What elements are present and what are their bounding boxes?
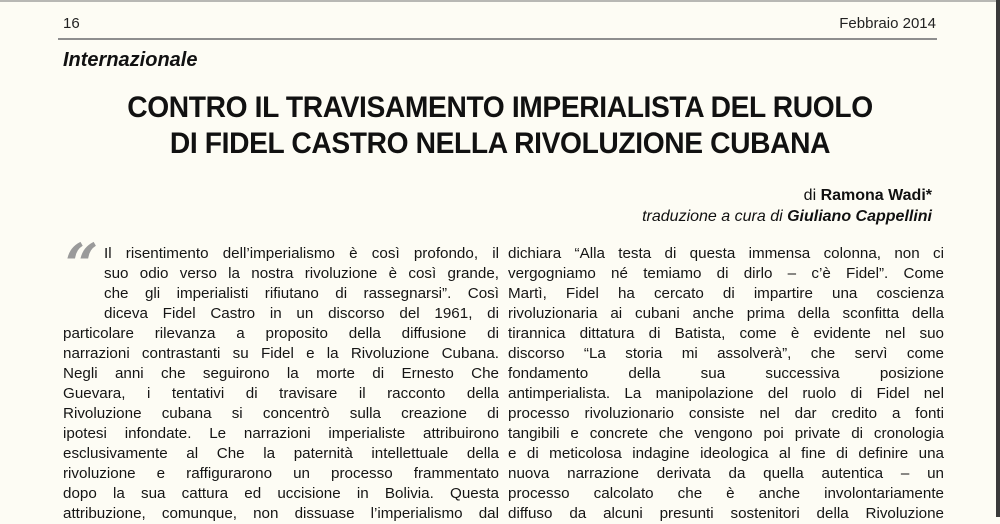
text-line: che gli imperialisti rifiutano di rassegnarsi”. Così <box>104 285 499 302</box>
text-line: diffuso da alcuni presunti sostenitori della Rivoluzione <box>508 505 944 522</box>
viewer-top-edge <box>0 0 1000 2</box>
text-line: nuova narrazione derivata da quella autentica – un <box>508 465 944 482</box>
section-label: Internazionale <box>63 49 198 71</box>
open-quote-icon: “ <box>65 231 99 299</box>
text-line: esclusivamente al Che la paternità intellettuale della <box>63 445 499 462</box>
headline-line-2: DI FIDEL CASTRO NELLA RIVOLUZIONE CUBANA <box>169 127 831 160</box>
text-line: attribuzione, comunque, non dissuase l’imperialismo dal <box>63 505 499 522</box>
byline-prefix: di <box>803 187 821 204</box>
text-line: Guevara, i tentativi di travisare il racconto della <box>63 385 499 402</box>
text-line: tangibili e concrete che vengono poi private di cronologia <box>508 425 944 442</box>
text-line: suo odio verso la nostra rivoluzione è così grande, <box>104 265 499 282</box>
translation-credit <box>642 206 932 228</box>
text-line: vergogniamo né temiamo di dirlo – c’è Fidel”. Come <box>508 265 944 282</box>
text-line: tirannica dittatura di Batista, come è evidente nel suo <box>508 325 944 342</box>
article-headline <box>68 90 933 162</box>
text-line: e di meticolosa indagine ideologica al fine di definire una <box>508 445 944 462</box>
text-line: rivoluzione e raffigurarono un processo frammentato <box>63 465 499 482</box>
text-line: Negli anni che seguirono la morte di Ernesto Che <box>63 365 499 382</box>
text-line: rivoluzionaria ai cubani anche prima della sconfitta della <box>508 305 944 322</box>
text-line: particolare rilevanza a proposito della diffusione di <box>63 325 499 342</box>
text-line: Martì, Fidel ha cercato di impartire una coscienza <box>508 285 944 302</box>
translator-name: Giuliano Cappellini <box>787 208 932 225</box>
text-line: Il risentimento dell’imperialismo è così profondo, il <box>104 245 499 262</box>
header-divider <box>58 38 937 40</box>
text-line: dopo la sua cattura ed uccisione in Bolivia. Questa <box>63 485 499 502</box>
text-line: fondamento della sua successiva posizione <box>508 365 944 382</box>
translation-prefix: traduzione a cura di <box>642 208 788 225</box>
text-line: Rivoluzione cubana si concentrò sulla creazione di <box>63 405 499 422</box>
issue-date: Febbraio 2014 <box>839 15 936 32</box>
byline <box>804 185 932 207</box>
page-number: 16 <box>63 15 80 32</box>
text-line: dichiara “Alla testa di questa immensa colonna, non ci <box>508 245 944 262</box>
text-line: antimperialista. La manipolazione del ruolo di Fidel nel <box>508 385 944 402</box>
article-column-right <box>508 244 944 524</box>
text-line: diceva Fidel Castro in un discorso del 1961, di <box>104 305 499 322</box>
text-line: narrazioni contrastanti su Fidel e la Rivoluzione Cubana. <box>63 345 499 362</box>
article-column-left <box>63 244 499 524</box>
headline-line-1: CONTRO IL TRAVISAMENTO IMPERIALISTA DEL RUOLO <box>127 91 873 124</box>
author-name: Ramona Wadi* <box>820 187 932 204</box>
text-line: processo calcolato che è anche involontariamente <box>508 485 944 502</box>
text-line: processo rivoluzionario consiste nel dar credito a fonti <box>508 405 944 422</box>
text-line: ipotesi infondate. Le narrazioni imperialiste attribuirono <box>63 425 499 442</box>
text-line: discorso “La storia mi assolverà”, che servì come <box>508 345 944 362</box>
viewer-right-edge <box>996 0 1000 517</box>
